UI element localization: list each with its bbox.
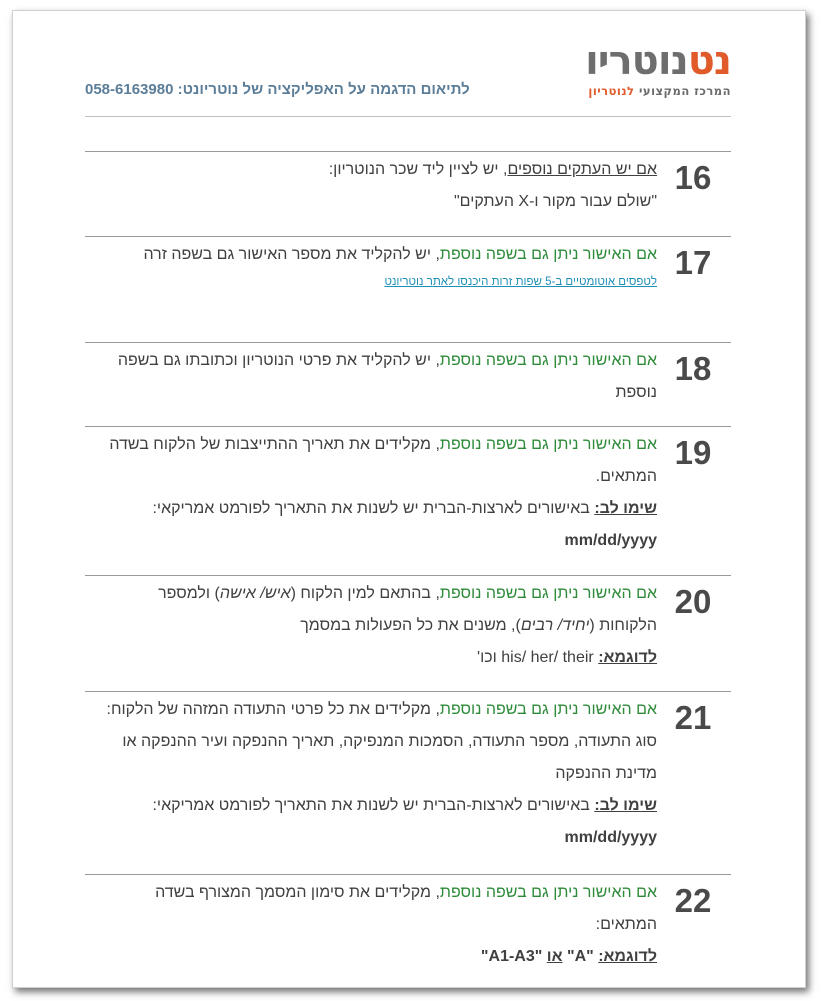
step-text: אם האישור ניתן גם בשפה נוספת, בהתאם למין הלקוח (איש/ אישה) ולמספר הלקוחות (יחיד/ רבים), משנים את כל הפעולות במסמך לדוגמא: his/ her/ their וכו' (158, 585, 657, 666)
example-label: לדוגמא: (598, 649, 657, 666)
step-number: 20 (674, 583, 712, 620)
step-number: 22 (674, 882, 712, 919)
divider (85, 151, 731, 152)
condition-text: אם יש העתקים נוספים (507, 161, 657, 178)
divider (85, 691, 731, 692)
notarionet-logo (585, 39, 731, 98)
document-page (12, 10, 806, 988)
example-or: או (546, 948, 563, 965)
instruction-21 (85, 691, 731, 874)
example-text: his/ her/ their וכו' (477, 649, 599, 666)
page-header (85, 33, 731, 109)
step-number: 16 (674, 159, 712, 196)
instruction-17 (85, 236, 731, 342)
condition-text: אם האישור ניתן גם בשפה נוספת (439, 246, 657, 263)
instruction-16 (85, 151, 731, 236)
divider (85, 236, 731, 237)
condition-text: אם האישור ניתן גם בשפה נוספת (439, 436, 657, 453)
date-format: mm/dd/yyyy (564, 829, 657, 846)
instruction-20 (85, 575, 731, 691)
logo-tagline: המרכז המקצועי לנוטריון (588, 84, 731, 98)
logo-part-accent: נט (687, 38, 731, 84)
step-text: אם האישור ניתן גם בשפה נוספת, מקלידים את כל פרטי התעודה המזהה של הלקוח: סוג התעודה, מספר התעודה, הסמכות המנפיקה, תאריך ההנפקה ועיר ההנפקה או מדינת ההנפקה שימו לב: באישורים לארצות-הברית יש לשנות את התאריך לפורמט אמריקאי: mm/dd/yyyy (106, 701, 657, 846)
instruction-18 (85, 342, 731, 426)
step-number: 18 (674, 350, 712, 387)
condition-text: אם האישור ניתן גם בשפה נוספת (439, 352, 657, 369)
example-b: "A1-A3" (480, 948, 543, 965)
condition-text: אם האישור ניתן גם בשפה נוספת (439, 701, 657, 718)
divider (85, 426, 731, 427)
header-divider (85, 116, 731, 117)
step-number: 19 (674, 434, 712, 471)
foreign-language-forms-link[interactable]: לטפסים אוטומטיים ב-5 שפות זרות היכנסו לאתר נוטריונט (384, 276, 657, 288)
step-text: אם יש העתקים נוספים, יש לציין ליד שכר הנוטריון: "שולם עבור מקור ו-X העתקים" (328, 161, 657, 210)
instruction-22 (85, 874, 731, 984)
step-number: 17 (674, 244, 712, 281)
demo-contact-text: לתיאום הדגמה על האפליקציה של נוטריונט: 058-6163980 (85, 81, 470, 98)
example-a: "A" (566, 948, 594, 965)
step-text: אם האישור ניתן גם בשפה נוספת, מקלידים את תאריך ההתייצבות של הלקוח בשדה המתאים. שימו לב: באישורים לארצות-הברית יש לשנות את התאריך לפורמט אמריקאי: mm/dd/yyyy (109, 436, 657, 549)
divider (85, 342, 731, 343)
step-number: 21 (674, 699, 712, 736)
logo-part-main: נוטריו (585, 38, 688, 84)
example-label: לדוגמא: (598, 948, 657, 965)
step-text: אם האישור ניתן גם בשפה נוספת, מקלידים את סימון המסמך המצורף בשדה המתאים: לדוגמא: "A" או "A1-A3" (155, 884, 657, 965)
note-label: שימו לב: (594, 500, 657, 517)
step-text: אם האישור ניתן גם בשפה נוספת, יש להקליד את מספר האישור גם בשפה זרה לטפסים אוטומטיים ב-5 שפות זרות היכנסו לאתר נוטריונט (97, 239, 657, 291)
instruction-19 (85, 426, 731, 575)
divider (85, 874, 731, 875)
condition-text: אם האישור ניתן גם בשפה נוספת (439, 585, 657, 602)
step-text: אם האישור ניתן גם בשפה נוספת, יש להקליד את פרטי הנוטריון וכתובתו גם בשפה נוספת (117, 352, 657, 401)
example-quote: "שולם עבור מקור ו-X העתקים" (453, 193, 657, 210)
date-format: mm/dd/yyyy (564, 532, 657, 549)
note-label: שימו לב: (594, 797, 657, 814)
divider (85, 575, 731, 576)
condition-text: אם האישור ניתן גם בשפה נוספת (439, 884, 657, 901)
